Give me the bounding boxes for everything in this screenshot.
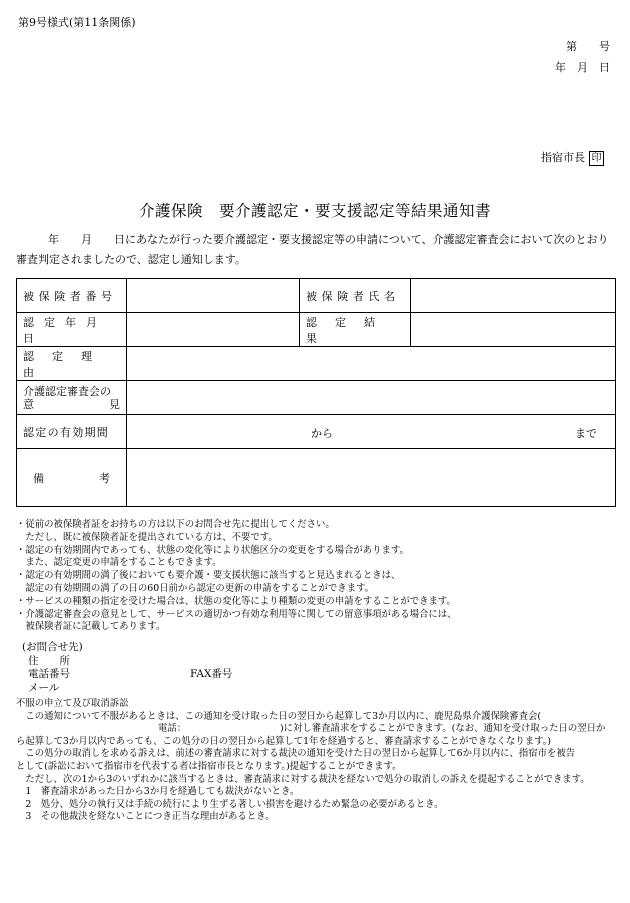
appeal-item: 1 審査請求があった日から3か月を経過しても裁決がないとき。 bbox=[16, 786, 300, 798]
opinion-cell bbox=[127, 381, 616, 415]
note-line: ・認定の有効期間内であっても、状態の変化等により状態区分の変更をする場合があります。 bbox=[16, 544, 409, 556]
note-line: ただし、既に被保険者証を提出されている方は、不要です。 bbox=[16, 531, 278, 543]
insured-name-label-text: 被保険者氏名 bbox=[306, 289, 400, 303]
contact-fax-label: FAX番号 bbox=[190, 668, 233, 680]
note-line: 被保険者証に記載してあります。 bbox=[16, 621, 166, 633]
cert-reason-cell bbox=[127, 347, 616, 381]
validity-until: まで bbox=[575, 426, 597, 440]
cert-date-label-text: 認定年月日 bbox=[23, 315, 107, 345]
remarks-char2: 考 bbox=[99, 471, 110, 485]
insured-number-label-text: 被保険者番号 bbox=[23, 289, 117, 303]
note-line: ・認定の有効期間の満了後においても要介護・要支援状態に該当すると見込まれるときは、 bbox=[16, 570, 401, 582]
validity-label-text: 認定の有効期間 bbox=[23, 425, 110, 439]
contact-phone-label: 電話番号 bbox=[28, 668, 70, 680]
note-line: ・従前の被保険者証をお持ちの方は以下のお問合せ先に提出してください。 bbox=[16, 519, 335, 530]
document-title: 介護保険 要介護認定・要支援認定等結果通知書 bbox=[138, 202, 491, 220]
intro-paragraph: 年 月 日にあなたが行った要介護認定・要支援認定等の申請について、介護認定審査会において次のとおり審査判定されましたので、認定し通知します。 bbox=[16, 233, 609, 266]
issuer-name: 指宿市長 bbox=[541, 151, 585, 164]
appeal-line2-text: )に対し審査請求をすることができます。(なお、通知を受け取った日の翌日か bbox=[280, 723, 606, 735]
opinion-label-line1: 介護認定審査会の bbox=[23, 384, 111, 398]
appeal-section bbox=[16, 698, 618, 824]
appeal-line: この処分の取消しを求める訴えは、前述の審査請求に対する裁決の通知を受けた日の翌日から起算して6か月以内に、指宿市を被告 bbox=[16, 748, 576, 760]
note-line: 認定の有効期間の満了の日の60日前から認定の更新の申請をすることができます。 bbox=[16, 582, 375, 594]
appeal-item: 3 その他裁決を経ないことにつき正当な理由があるとき。 bbox=[16, 811, 275, 823]
contact-heading: (お問合せ先) bbox=[22, 641, 83, 653]
validity-from: から bbox=[311, 426, 333, 440]
insured-name-cell bbox=[411, 279, 616, 313]
insured-number-label bbox=[17, 279, 127, 313]
cert-reason-label bbox=[17, 347, 127, 381]
remarks-label bbox=[17, 449, 127, 507]
contact-block bbox=[22, 641, 232, 695]
appeal-line: ただし、次の1から3のいずれかに該当するときは、審査請求に対する裁決を経ないで処分の取消しの訴えを提起することができます。 bbox=[16, 773, 590, 785]
seal-mark: 印 bbox=[589, 151, 604, 166]
certification-table bbox=[16, 278, 616, 507]
appeal-line: ら起算して3か月以内であっても、この処分の日の翌日から起算して1年を経過すると、審査請求することができなくなります。) bbox=[16, 735, 552, 747]
appeal-heading: 不服の申立て及び取消訴訟 bbox=[16, 698, 129, 709]
appeal-line: この通知について不服があるときは、この通知を受け取った日の翌日から起算して3か月以内に、鹿児島県介護保険審査会( bbox=[16, 710, 542, 722]
cert-date-label bbox=[17, 313, 127, 347]
contact-phone-row bbox=[22, 668, 232, 682]
appeal-item: 2 処分、処分の執行又は手続の続行により生ずる著しい損害を避けるため緊急の必要があるとき。 bbox=[16, 798, 444, 810]
opinion-label-char1: 意 bbox=[23, 397, 34, 411]
contact-address-label: 住 所 bbox=[28, 654, 70, 667]
contact-mail-label: メール bbox=[28, 681, 60, 694]
validity-cell bbox=[127, 415, 616, 449]
notes-list bbox=[16, 519, 456, 634]
appeal-line: として(訴訟において指宿市を代表する者は指宿市長となります。)提起することができます。 bbox=[16, 760, 402, 772]
opinion-label bbox=[17, 381, 127, 415]
cert-result-label bbox=[300, 313, 411, 347]
document-date-line: 年 月 日 bbox=[555, 61, 610, 74]
remarks-cell bbox=[127, 449, 616, 507]
cert-date-cell bbox=[127, 313, 300, 347]
cert-result-cell bbox=[411, 313, 616, 347]
opinion-label-char2: 見 bbox=[109, 397, 120, 411]
remarks-label-text bbox=[23, 470, 120, 486]
opinion-label-line2 bbox=[23, 398, 120, 411]
note-line: ・介護認定審査会の意見として、サービスの適切かつ有効な利用等に関しての留意事項がある場合には、 bbox=[16, 608, 457, 620]
insured-name-label bbox=[300, 279, 411, 313]
validity-label bbox=[17, 415, 127, 449]
document-number-line: 第 号 bbox=[566, 40, 610, 53]
remarks-char1: 備 bbox=[33, 471, 44, 485]
appeal-line bbox=[16, 723, 618, 736]
note-line: また、認定変更の申請をすることもできます。 bbox=[16, 557, 222, 569]
note-line: ・サービスの種類の指定を受けた場合は、状態の変化等により種類の変更の申請をすることができます。 bbox=[16, 595, 456, 607]
cert-result-label-text: 認定結果 bbox=[306, 315, 393, 345]
insured-number-cell bbox=[127, 279, 300, 313]
appeal-phone-label: 電話： bbox=[158, 723, 187, 735]
issuer bbox=[541, 149, 604, 166]
form-number: 第9号様式(第11条関係) bbox=[18, 16, 136, 29]
cert-reason-label-text: 認定理由 bbox=[23, 349, 110, 379]
